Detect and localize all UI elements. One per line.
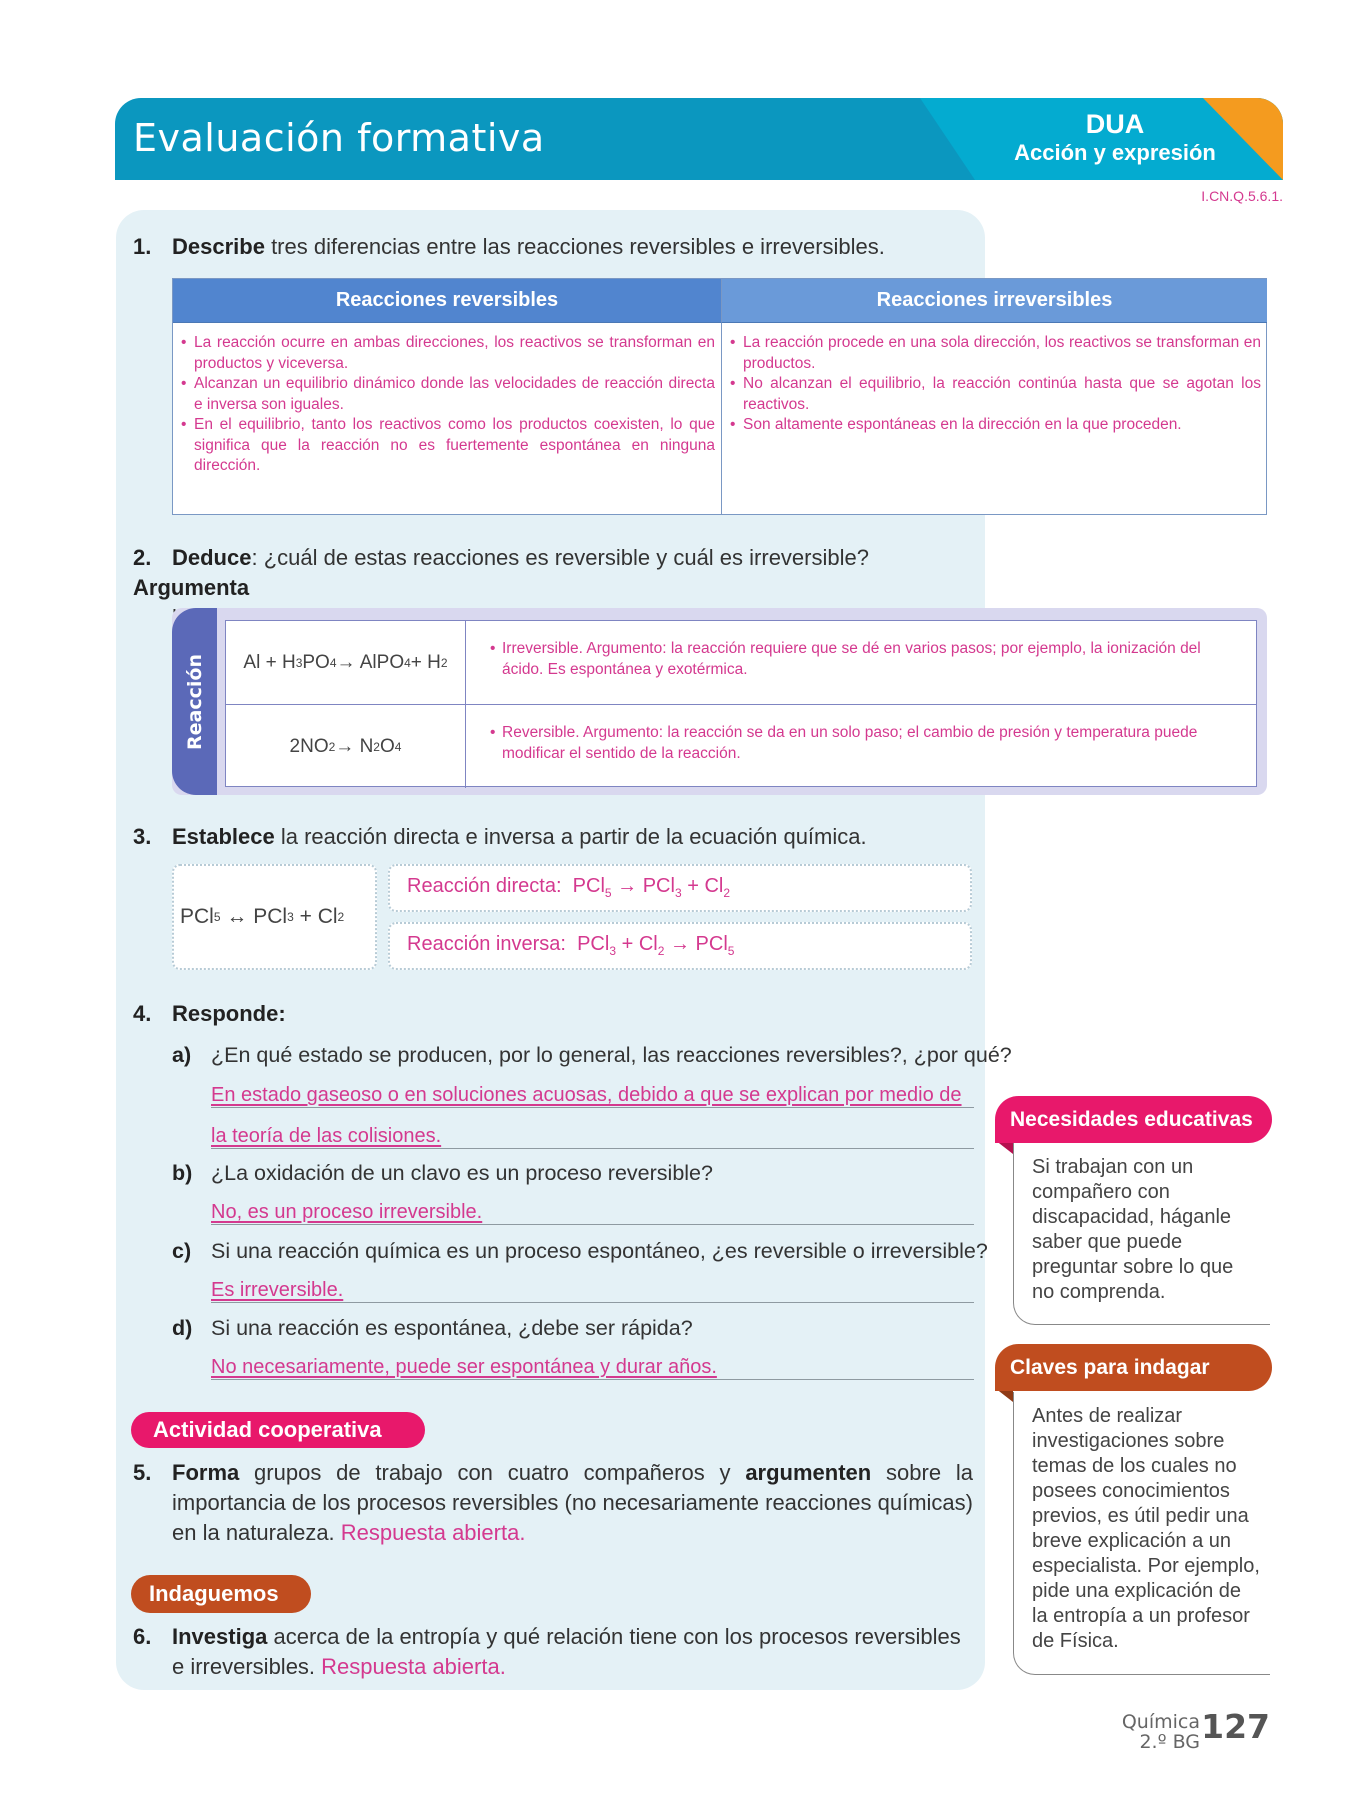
arrow-right-icon: → <box>617 875 638 897</box>
inverse-reaction-box: Reacción inversa: $PCl_3 + Cl_2 \to PCl_5$ <box>388 922 972 970</box>
argument-2: • Reversible. Argumento: la reacción se da en un solo paso; el cambio de presión y temperatura puede modificar el sentido de la reacción. <box>466 723 1256 764</box>
question-4: 4. Responde: <box>133 1001 286 1026</box>
argument-1: • Irreversible. Argumento: la reacción requiere que se dé en varios pasos; por ejemplo, la ionización del ácido. Es espontánea y exotérmica. <box>466 639 1256 680</box>
answer-4a-line-2[interactable]: la teoría de las colisiones. <box>211 1125 974 1149</box>
table-row <box>226 621 1256 704</box>
inquiry-badge: Indaguemos <box>131 1575 311 1613</box>
question-2: 2. Deduce: ¿cuál de estas reacciones es reversible y cuál es irreversible? Argumenta <box>133 545 869 600</box>
educational-needs-title: Necesidades educativas <box>995 1096 1272 1143</box>
double-arrow-icon: ↔ <box>226 905 248 928</box>
page-number: 127 <box>1201 1707 1270 1746</box>
open-answer: Respuesta abierta. <box>321 1654 506 1679</box>
reaction-table <box>225 620 1257 787</box>
reaction-tab <box>172 608 217 795</box>
research-keys-title: Claves para indagar <box>995 1344 1272 1391</box>
section-header <box>115 98 1283 180</box>
footer-subject: Química 2.º BG <box>1121 1711 1200 1753</box>
answer-4a-line-1[interactable]: En estado gaseoso o en soluciones acuosas, debido a que se explican por medio de <box>211 1084 974 1108</box>
answer-4c[interactable]: Es irreversible. <box>211 1279 974 1303</box>
list-item: • No alcanzan el equilibrio, la reacción continúa hasta que se agotan los reactivos. <box>730 374 1261 415</box>
list-item: • La reacción procede en una sola dirección, los reactivos se transforman en productos. <box>730 333 1261 374</box>
answer-4b[interactable]: No, es un proceso irreversible. <box>211 1201 974 1225</box>
list-item: • La reacción ocurre en ambas direcciones, los reactivos se transforman en productos y viceversa. <box>181 333 715 374</box>
direct-reaction-box: Reacción directa: $PCl_5 \to PCl_3 + Cl_2$ <box>388 864 972 912</box>
list-item: • En el equilibrio, tanto los reactivos como los productos coexisten, lo que significa que la reacción no es fuertemente espontánea en ninguna dirección. <box>181 415 715 477</box>
educational-needs-body: Si trabajan con un compañero con discapacidad, háganle saber que puede preguntar sobre lo que no comprenda. <box>1013 1143 1270 1325</box>
reversible-column <box>173 322 721 515</box>
dua-label: DUA <box>1085 109 1145 139</box>
arrow-right-icon: → <box>669 933 690 955</box>
question-4c: c) Si una reacción química es un proceso espontáneo, ¿es reversible o irreversible? <box>172 1239 988 1263</box>
question-4d: d) Si una reacción es espontánea, ¿debe ser rápida? <box>172 1316 693 1340</box>
question-3: 3. Establece la reacción directa e inversa a partir de la ecuación química. <box>133 824 867 849</box>
reaction-tab-label: Reacción <box>183 653 206 750</box>
equilibrium-equation-box: PCl 5 ↔ PCl 3 + Cl 2 <box>172 864 377 970</box>
table-header-reversible: Reacciones reversibles <box>173 279 721 322</box>
curriculum-code: I.CN.Q.5.6.1. <box>1201 188 1283 204</box>
open-answer: Respuesta abierta. <box>340 1520 526 1545</box>
answer-4d[interactable]: No necesariamente, puede ser espontánea y durar años. <box>211 1356 974 1380</box>
table-header-irreversible: Reacciones irreversibles <box>721 279 1267 322</box>
question-6: 6. Investiga acerca de la entropía y qué relación tiene con los procesos reversibles e irreversibles. Respuesta abierta. <box>133 1624 961 1679</box>
question-4b: b) ¿La oxidación de un clavo es un proceso reversible? <box>172 1161 713 1185</box>
question-5: 5. Forma grupos de trabajo con cuatro compañeros y argumenten sobre la importancia de los procesos reversibles (no necesariamente reacciones químicas) en la naturaleza. Respuesta abierta. <box>133 1460 973 1545</box>
table-row <box>226 704 1256 787</box>
dua-subtitle: Acción y expresión <box>1014 140 1216 165</box>
research-keys-body: Antes de realizar investigaciones sobre temas de los cuales no posees conocimientos previos, es útil pedir una breve explicación a un especialista. Por ejemplo, pide una explicación de la entropía a un profesor de Física. <box>1013 1392 1270 1675</box>
equation-1: Al + H 3 PO 4 → AlPO 4 + H 2 <box>226 621 466 704</box>
equation-2: 2NO 2 → N 2 O 4 <box>226 705 466 788</box>
dua-badge <box>955 110 1275 168</box>
cooperative-activity-badge: Actividad cooperativa <box>131 1412 425 1448</box>
list-item: • Alcanzan un equilibrio dinámico donde las velocidades de reacción directa e inversa son iguales. <box>181 374 715 415</box>
question-4a: a) ¿En qué estado se producen, por lo general, las reacciones reversibles?, ¿por qué? <box>172 1043 1012 1067</box>
comparison-table <box>172 278 1267 515</box>
question-1: 1. Describe tres diferencias entre las reacciones reversibles e irreversibles. <box>133 234 885 259</box>
irreversible-column <box>721 322 1267 515</box>
list-item: • Son altamente espontáneas en la dirección en la que proceden. <box>730 415 1261 436</box>
page-title: Evaluación formativa <box>133 116 545 160</box>
